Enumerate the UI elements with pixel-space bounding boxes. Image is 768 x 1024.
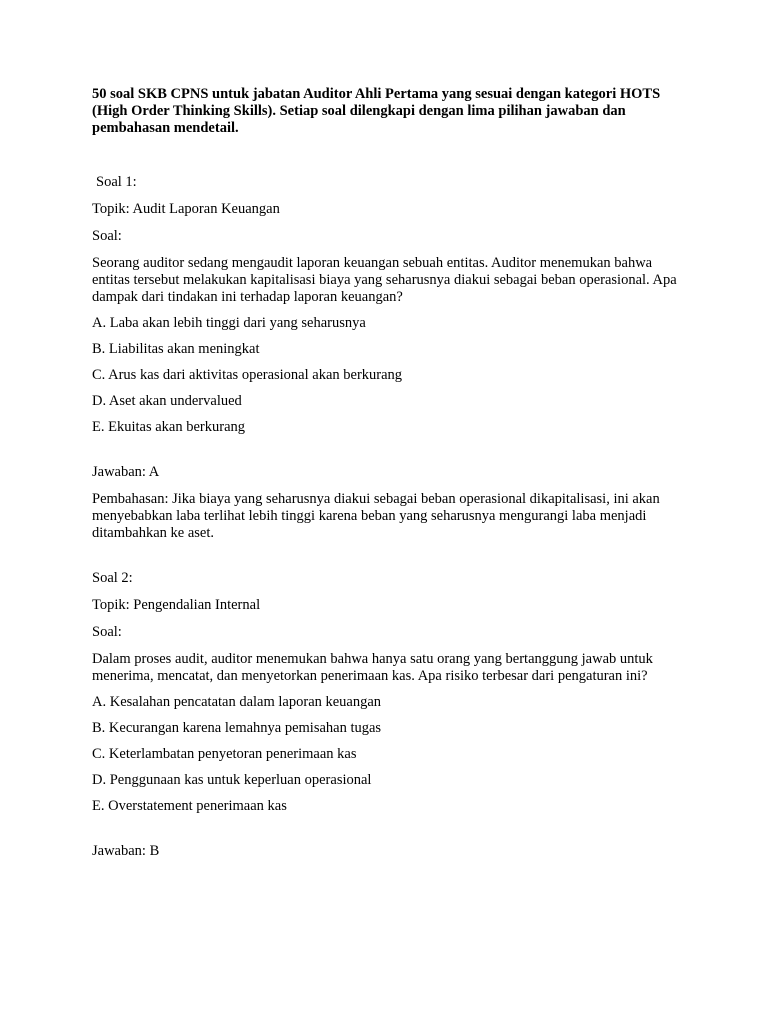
- answer-option: B. Kecurangan karena lemahnya pemisahan tugas: [92, 720, 382, 736]
- soal-label: Soal:: [92, 228, 122, 244]
- answer-option: C. Keterlambatan penyetoran penerimaan kas: [92, 746, 357, 762]
- intro-paragraph: 50 soal SKB CPNS untuk jabatan Auditor Ahli Pertama yang sesuai dengan kategori HOTS (High Order Thinking Skills). Setiap soal dilengkapi dengan lima pilihan jawaban dan pembahasan mendetail.: [92, 86, 661, 136]
- answer-option: A. Kesalahan pencatatan dalam laporan keuangan: [92, 694, 382, 710]
- answer-option: B. Liabilitas akan meningkat: [92, 341, 260, 357]
- answer-option: D. Penggunaan kas untuk keperluan operasional: [92, 772, 372, 788]
- explanation-paragraph: Pembahasan: Jika biaya yang seharusnya diakui sebagai beban operasional dikapitalisasi, ini akan menyebabkan laba terlihat lebih tinggi karena beban yang seharusnya mengurangi laba menjadi ditambahkan ke aset.: [92, 491, 660, 541]
- question-text: Seorang auditor sedang mengaudit laporan keuangan sebuah entitas. Auditor menemukan bahwa entitas tersebut melakukan kapitalisasi biaya yang seharusnya diakui sebagai beban operasional. Apa dampak dari tindakan ini terhadap laporan keuangan?: [92, 255, 677, 305]
- answer-option: E. Ekuitas akan berkurang: [92, 419, 246, 435]
- question-text: Dalam proses audit, auditor menemukan bahwa hanya satu orang yang bertanggung jawab untuk menerima, mencatat, dan menyetorkan penerimaan kas. Apa risiko terbesar dari pengaturan ini?: [92, 651, 653, 684]
- soal-label: Soal:: [92, 624, 122, 640]
- answer-key: Jawaban: A: [92, 464, 160, 480]
- document-content: [92, 86, 682, 860]
- question-topic: Topik: Audit Laporan Keuangan: [92, 201, 280, 217]
- answer-option: C. Arus kas dari aktivitas operasional akan berkurang: [92, 367, 403, 383]
- question-topic: Topik: Pengendalian Internal: [92, 597, 261, 613]
- answer-key: Jawaban: B: [92, 843, 160, 859]
- answer-option: D. Aset akan undervalued: [92, 393, 242, 409]
- answer-option: E. Overstatement penerimaan kas: [92, 798, 287, 814]
- question-heading: Soal 1:: [96, 174, 137, 190]
- answer-option: A. Laba akan lebih tinggi dari yang seharusnya: [92, 315, 366, 331]
- question-heading: Soal 2:: [92, 570, 133, 586]
